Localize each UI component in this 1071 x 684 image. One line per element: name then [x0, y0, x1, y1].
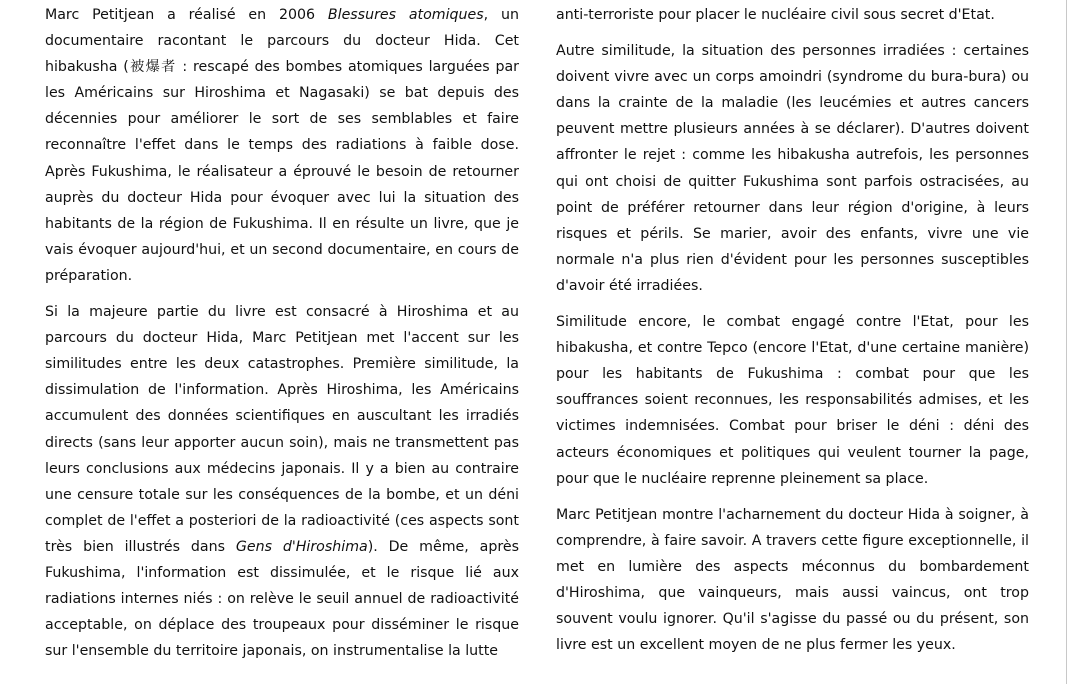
paragraph-conclusion: Marc Petitjean montre l'acharnement du docteur Hida à soigner, à comprendre, à faire savoir. A travers cette figure exceptionnelle, il met en lumière des aspects méconnus du bombardement d'Hiroshima, que vainqueurs, mais aussi vaincus, ont trop souvent voulu ignorer. Qu'il s'agisse du passé ou du présent, son livre est un excellent moyen de ne plus fermer les yeux. [556, 506, 1029, 654]
paragraph-similitudes [45, 299, 519, 664]
page-edge-divider [1066, 0, 1067, 684]
paragraph-combat-etat: Similitude encore, le combat engagé contre l'Etat, pour les hibakusha, et contre Tepco (encore l'Etat, d'une certaine manière) pour les habitants de Fukushima : combat pour que les souffrances soient reconnues, les responsabilités admises, et les victimes indemnisées. Combat pour briser le déni : déni des acteurs économiques et politiques qui veulent tourner la page, pour que le nucléaire reprenne pleinement sa place. [556, 314, 1029, 487]
film-title-blessures-atomiques: Blessures atomiques [327, 7, 484, 23]
paragraph-text: , un documentaire racontant le parcours du docteur Hida. Cet hibakusha (被爆者 : rescapé des bombes atomiques larguées par les Américains sur Hiroshima et Nagasaki) se bat depuis des décennies pour améliorer le sort de ses semblables et faire reconnaître l'effet dans le temps des radiations à faible dose. Après Fukushima, le réalisateur a éprouvé le besoin de retourner auprès du docteur Hida pour évoquer avec lui la situation des habitants de la région de Fukushima. Il en résulte un livre, que je vais évoquer aujourd'hui, et un second documentaire, en cours de préparation. [45, 7, 519, 284]
left-column [45, 2, 519, 674]
paragraph-text: Si la majeure partie du livre est consacré à Hiroshima et au parcours du docteur Hida, Marc Petitjean met l'accent sur les similitudes entre les deux catastrophes. Première similitude, la dissimulation de l'information. Après Hiroshima, les Américains accumulent des données scientifiques en auscultant les irradiés directs (sans leur apporter aucun soin), mais ne transmettent pas leurs conclusions aux médecins japonais. Il y a bien au contraire une censure totale sur les conséquences de la bombe, et un déni complet de l'effet a posteriori de la radioactivité (ces aspects sont très bien illustrés dans [45, 304, 519, 555]
right-column [556, 2, 1029, 668]
paragraph-text: Marc Petitjean a réalisé en 2006 [45, 7, 328, 23]
paragraph-personnes-irradiees: Autre similitude, la situation des personnes irradiées : certaines doivent vivre avec un corps amoindri (syndrome du bura-bura) ou dans la crainte de la maladie (les leucémies et autres cancers peuvent mettre plusieurs années à se déclarer). D'autres doivent affronter le rejet : comme les hibakusha autrefois, les personnes qui ont choisi de quitter Fukushima sont parfois ostracisées, au point de préférer retourner dans leur région d'origine, à leurs risques et périls. Se marier, avoir des enfants, vivre une vie normale n'a plus rien d'évident pour les personnes susceptibles d'avoir été irradiées. [556, 43, 1029, 294]
paragraph-text: ). De même, après Fukushima, l'information est dissimulée, et le risque lié aux radiations internes niés : on relève le seuil annuel de radioactivité acceptable, on déplace des troupeaux pour disséminer le risque sur l'ensemble du territoire japonais, on instrumentalise la lutte [45, 538, 519, 660]
book-title-gens-d-hiroshima: Gens d'Hiroshima [235, 538, 368, 555]
paragraph-continuation: anti-terroriste pour placer le nucléaire civil sous secret d'Etat. [556, 7, 995, 23]
paragraph-blessures-atomiques [45, 2, 519, 289]
